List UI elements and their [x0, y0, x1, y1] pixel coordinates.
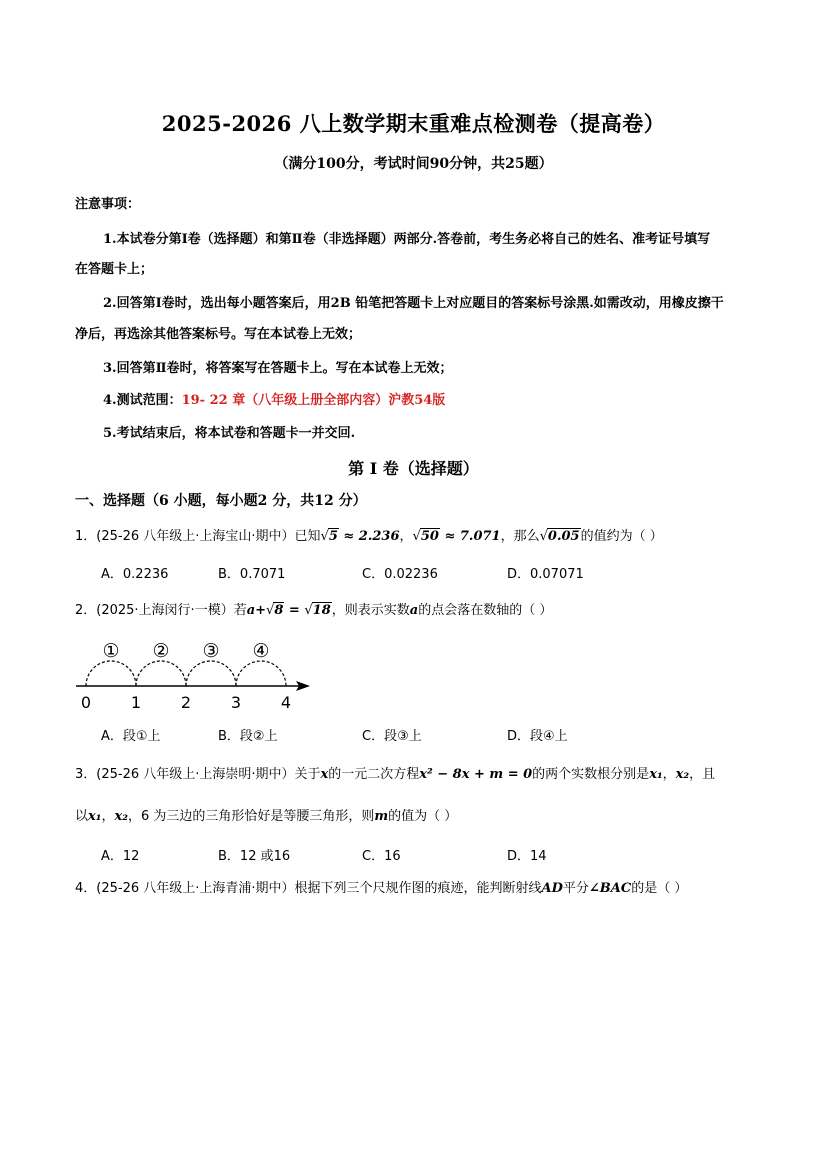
q4-prefix: 4．(25-26 八年级上·上海青浦·期中）根据下列三个尺规作图的痕迹，能判断射线: [75, 881, 542, 896]
q2-prefix: 2．(2025·上海闵行·一模）若: [75, 603, 247, 618]
segment-label-3: ③: [202, 640, 220, 662]
q4-mid: 平分: [562, 881, 589, 896]
q1-suffix: 的值约为（ ）: [580, 529, 663, 544]
tick-label-4: 4: [280, 693, 292, 712]
q3-option-c[interactable]: C．16: [362, 849, 401, 864]
q3-line2-comma: ，: [101, 809, 115, 824]
q4-angle: ∠BAC: [588, 881, 632, 896]
q3-line2-prefix: 以: [75, 809, 89, 824]
exam-subtitle: （满分100分，考试时间90分钟，共25题）: [274, 156, 553, 172]
section-title: 第 I 卷（选择题）: [348, 459, 479, 478]
q2-suffix: 的点会落在数轴的（ ）: [418, 603, 553, 618]
note-item-3: 3.回答第Ⅱ卷时，将答案写在答题卡上。写在本试卷上无效；: [103, 361, 453, 376]
q1-sep: ，: [399, 529, 413, 544]
q3-mid1: 的一元二次方程: [328, 767, 420, 782]
q3-var-x: x: [320, 767, 329, 782]
part-title: 一、选择题（6 小题，每小题2 分，共12 分）: [75, 493, 367, 509]
q1-option-c[interactable]: C．0.02236: [362, 567, 438, 582]
q3-line2-mid: ，6 为三边的三角形恰好是等腰三角形，则: [127, 809, 375, 824]
q2-mid: ，则表示实数: [331, 603, 410, 618]
q3-comma: ，: [662, 767, 676, 782]
q4-suffix: 的是（ ）: [631, 881, 688, 896]
notes-heading: 注意事项：: [75, 197, 141, 212]
q1-sqrt005: √0.05: [539, 529, 580, 544]
note-item-2-cont: 净后，再选涂其他答案标号。写在本试卷上无效；: [75, 327, 362, 342]
q2-option-d[interactable]: D．段④上: [507, 729, 568, 744]
q1-option-d[interactable]: D．0.07071: [507, 567, 584, 582]
segment-arc-3: [186, 661, 236, 686]
question-3-line2: [75, 805, 457, 824]
note-item-2: 2.回答第Ⅰ卷时，选出每小题答案后，用2B 铅笔把答题卡上对应题目的答案标号涂黑.如需改动，用橡皮擦干: [103, 296, 724, 311]
q1-sqrt5: √5 ≈ 2.236: [320, 529, 400, 544]
number-line-figure: [72, 632, 322, 714]
tick-label-3: 3: [230, 693, 242, 712]
note-item-1: 1.本试卷分第Ⅰ卷（选择题）和第Ⅱ卷（非选择题）两部分.答卷前，考生务必将自己的姓名、准考证号填写: [103, 232, 711, 247]
q3-mid2: 的两个实数根分别是: [532, 767, 650, 782]
q3-option-b[interactable]: B．12 或16: [218, 849, 291, 864]
note-item-4-label: 4.测试范围：: [103, 393, 182, 408]
tick-label-1: 1: [130, 693, 142, 712]
note-item-1-cont: 在答题卡上；: [75, 262, 154, 277]
segment-arc-2: [136, 661, 186, 686]
q3-tail: ，且: [689, 767, 716, 782]
question-1: [75, 525, 663, 544]
q3-var-m: m: [374, 809, 389, 824]
q3-line2-x1: x₁: [88, 809, 102, 824]
q2-equation: a+√8 = √18: [246, 603, 331, 618]
segment-label-2: ②: [152, 640, 170, 662]
q1-option-a[interactable]: A．0.2236: [101, 567, 169, 582]
segment-label-1: ①: [102, 640, 120, 662]
exam-title: 2025-2026 八上数学期末重难点检测卷（提高卷）: [161, 111, 666, 136]
q3-prefix: 3．(25-26 八年级上·上海崇明·期中）关于: [75, 767, 321, 782]
q3-x2: x₂: [675, 767, 690, 782]
note-item-5: 5.考试结束后，将本试卷和答题卡一并交回.: [103, 426, 356, 441]
q3-option-d[interactable]: D．14: [507, 849, 547, 864]
question-4: [75, 877, 687, 896]
segment-arc-4: [236, 661, 286, 686]
q2-var: a: [409, 603, 419, 618]
q3-x1: x₁: [649, 767, 663, 782]
q2-option-b[interactable]: B．段②上: [218, 729, 278, 744]
segment-arc-1: [86, 661, 136, 686]
q1-sqrt50: √50 ≈ 7.071: [412, 529, 501, 544]
tick-label-0: 0: [80, 693, 92, 712]
q3-option-a[interactable]: A．12: [101, 849, 140, 864]
q3-line2-suffix: 的值为（ ）: [388, 809, 458, 824]
q1-option-b[interactable]: B．0.7071: [218, 567, 286, 582]
question-3: [75, 763, 715, 782]
q3-line2-x2: x₂: [114, 809, 128, 824]
tick-label-2: 2: [180, 693, 192, 712]
q3-equation: x² − 8x + m = 0: [419, 767, 533, 782]
q2-option-c[interactable]: C．段③上: [362, 729, 422, 744]
q1-mid: ，那么: [500, 529, 540, 544]
q4-ray: AD: [541, 881, 563, 896]
note-item-4: [103, 389, 445, 408]
test-range: 19- 22 章（八年级上册全部内容）沪教54版: [181, 393, 446, 408]
question-2: [75, 599, 552, 618]
segment-label-4: ④: [252, 640, 270, 662]
q2-option-a[interactable]: A．段①上: [101, 729, 161, 744]
q1-prefix: 1．(25-26 八年级上·上海宝山·期中）已知: [75, 529, 321, 544]
